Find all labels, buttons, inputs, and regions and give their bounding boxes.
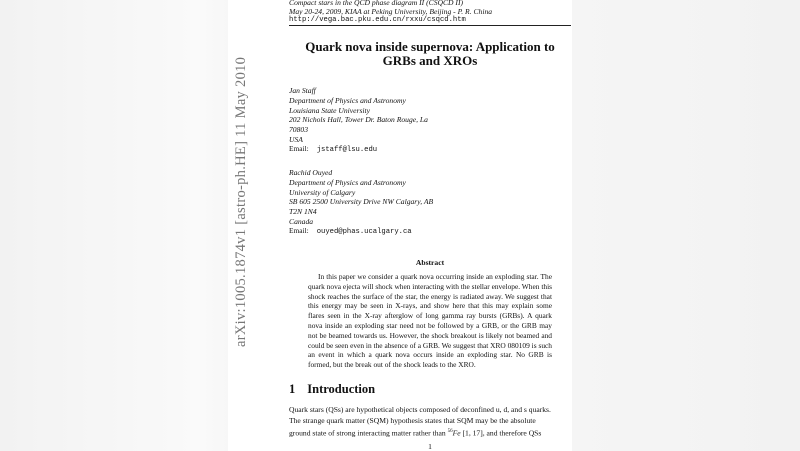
author-address: 202 Nichols Hall, Tower Dr. Baton Rouge, La — [289, 115, 428, 125]
email-label: Email: — [289, 144, 309, 153]
author-email[interactable]: ouyed@phas.ucalgary.ca — [316, 228, 412, 236]
author-email-row-1 — [289, 144, 377, 154]
abstract-text: In this paper we consider a quark nova occurring inside an exploding star. The quark nova ejecta will shock when interacting with the stellar envelope. When this shock reaches the surface of the star, the energy is radiated away. We suggest that this energy may be seen in X-rays, and show here that this may explain some flares seen in the X-ray afterglow of long gamma ray bursts (GRBs). A quark nova inside an exploding star need not be followed by a GRB, or the GRB may not be beamed towards us. However, the shock breakout is likely not beamed and could be seen even in the absence of a GRB. We suggest that XRO 080109 is such an event in which a quark nova occurs inside an exploding star. No GRB is formed, but the break out of the shock leads to the XRO. — [308, 272, 552, 370]
abstract-heading: Abstract — [415, 258, 445, 267]
author-postcode: 70803 — [289, 125, 308, 135]
author-email[interactable]: jstaff@lsu.edu — [316, 146, 378, 154]
intro-line-1: Quark stars (QSs) are hypothetical objects composed of deconfined u, d, and s quarks. — [289, 405, 551, 414]
author-country: Canada — [289, 216, 314, 226]
conference-line: Compact stars in the QCD phase diagram II (CSQCD II) — [289, 0, 464, 7]
author-country: USA — [289, 134, 303, 144]
conference-date-line: May 20-24, 2009, KIAA at Peking University, Beijing - P. R. China — [289, 7, 493, 16]
author-department: Department of Physics and Astronomy — [289, 177, 406, 187]
author-postcode: T2N 1N4 — [289, 207, 317, 217]
element-symbol: Fe — [452, 428, 461, 438]
arxiv-identifier: arXiv:1005.1874v1 [astro-ph.HE] 11 May 2010 — [233, 56, 249, 347]
author-block-1 — [289, 86, 428, 145]
author-university: University of Calgary — [289, 187, 356, 197]
author-university: Louisiana State University — [289, 105, 370, 115]
email-label: Email: — [289, 226, 309, 235]
author-block-2 — [289, 168, 433, 227]
page-number: 1 — [428, 442, 432, 451]
author-address: SB 605 2500 University Drive NW Calgary, AB — [289, 197, 434, 207]
author-name: Rachid Ouyed — [289, 168, 333, 177]
title-line-2: GRBs and XROs — [382, 53, 478, 68]
introduction-paragraph — [289, 404, 571, 439]
intro-line-2: The strange quark matter (SQM) hypothesis states that SQM may be the absolute — [289, 416, 536, 425]
author-email-row-2 — [289, 226, 412, 236]
isotope-mass-number: 56 — [447, 429, 453, 434]
paper-title — [289, 40, 571, 68]
author-name: Jan Staff — [289, 86, 316, 95]
title-line-1: Quark nova inside supernova: Application to — [305, 39, 555, 54]
section-number: 1 — [289, 382, 296, 396]
author-department: Department of Physics and Astronomy — [289, 95, 406, 105]
intro-line-3: ground state of strong interacting matter rather than $^{56}$Fe [1, 17], and therefore QSs — [289, 428, 542, 438]
header-rule — [289, 25, 571, 26]
section-title: Introduction — [307, 382, 376, 396]
section-heading-introduction — [289, 382, 375, 397]
conference-url[interactable]: http://vega.bac.pku.edu.cn/rxxu/csqcd.htm — [289, 16, 466, 24]
